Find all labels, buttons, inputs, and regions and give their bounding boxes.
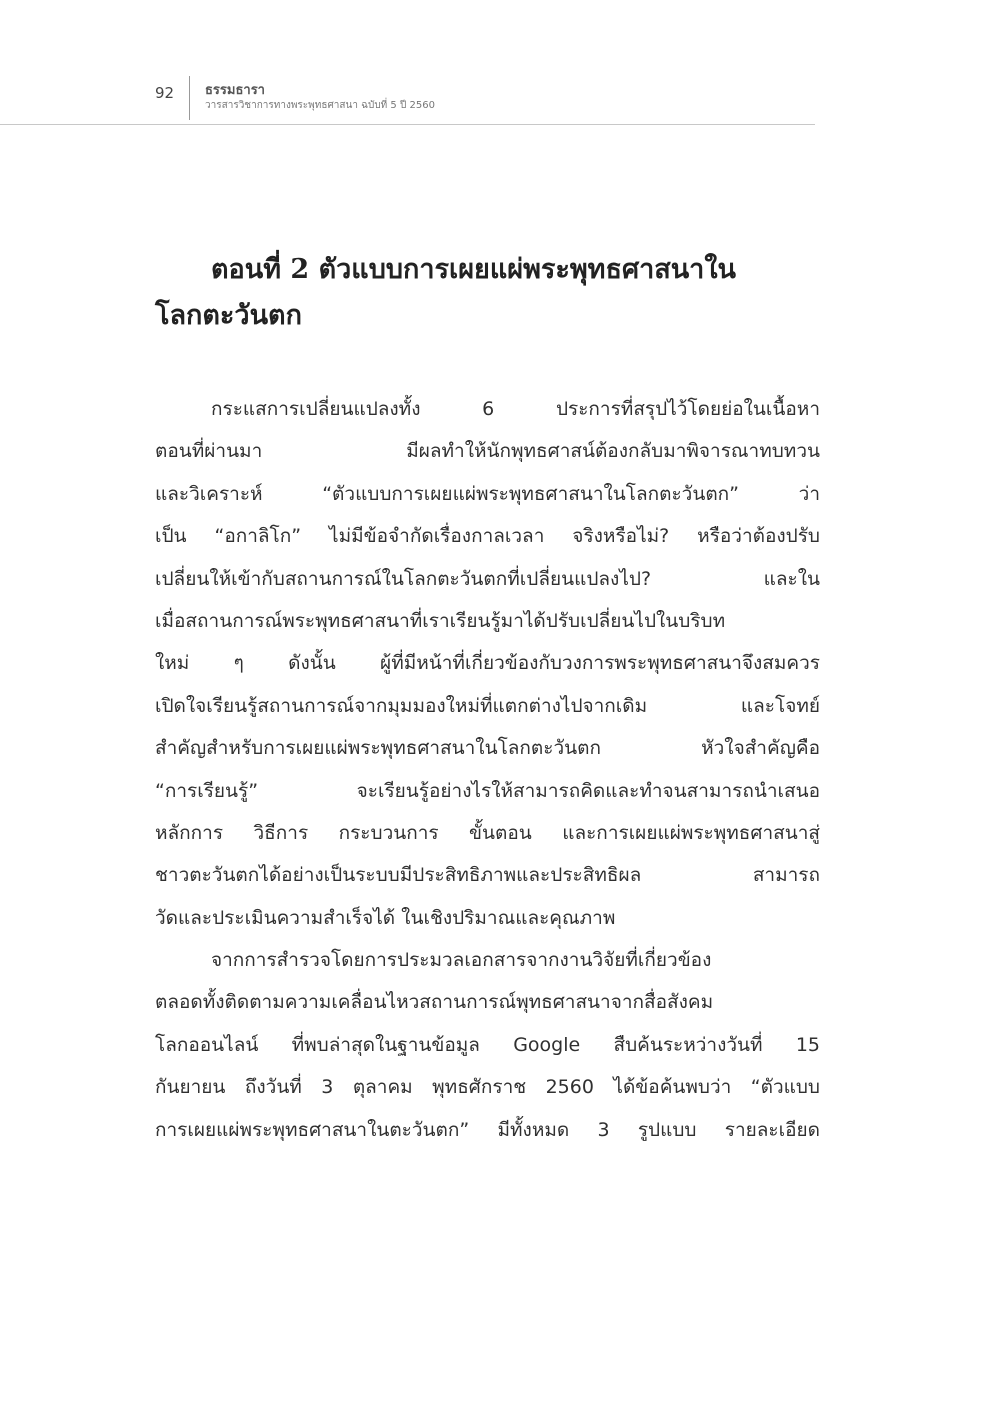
paragraph-line: กันยายน ถึงวันที่ 3 ตุลาคม พุทธศักราช 2560 ได้ข้อค้นพบว่า “ตัวแบบ: [155, 1076, 820, 1099]
paragraph-line: และวิเคราะห์ “ตัวแบบการเผยแผ่พระพุทธศาสนาในโลกตะวันตก” ว่า: [155, 482, 820, 505]
paragraph-line: ตอนที่ผ่านมา มีผลทำให้นักพุทธศาสน์ต้องกลับมาพิจารณาทบทวน: [155, 440, 820, 463]
body-text: [155, 388, 820, 1151]
page-number: 92: [155, 84, 175, 102]
paragraph-line: ใหม่ ๆ ดังนั้น ผู้ที่มีหน้าที่เกี่ยวข้องกับวงการพระพุทธศาสนาจึงสมควร: [155, 652, 820, 675]
paragraph-2: [155, 939, 820, 1151]
section-title: [155, 247, 820, 339]
paragraph-line: ชาวตะวันตกได้อย่างเป็นระบบมีประสิทธิภาพและประสิทธิผล สามารถ: [155, 864, 820, 887]
paragraph-1: [155, 388, 820, 939]
header-divider: [189, 76, 190, 120]
section-title-line2: โลกตะวันตก: [155, 300, 302, 331]
paragraph-line: เปลี่ยนให้เข้ากับสถานการณ์ในโลกตะวันตกที่เปลี่ยนแปลงไป? และใน: [155, 567, 820, 590]
paragraph-line: โลกออนไลน์ ที่พบล่าสุดในฐานข้อมูล Google สืบค้นระหว่างวันที่ 15: [155, 1033, 820, 1056]
journal-name: ธรรมธารา: [205, 83, 265, 98]
paragraph-line: การเผยแผ่พระพุทธศาสนาในตะวันตก” มีทั้งหมด 3 รูปแบบ รายละเอียด: [155, 1118, 820, 1141]
header-rule: [0, 124, 815, 125]
section-title-line1: ตอนที่ 2 ตัวแบบการเผยแผ่พระพุทธศาสนาใน: [211, 254, 736, 285]
paragraph-line: ตลอดทั้งติดตามความเคลื่อนไหวสถานการณ์พุทธศาสนาจากสื่อสังคม: [155, 991, 714, 1014]
paragraph-line: จากการสำรวจโดยการประมวลเอกสารจากงานวิจัยที่เกี่ยวข้อง: [211, 949, 712, 972]
paragraph-line: กระแสการเปลี่ยนแปลงทั้ง 6 ประการที่สรุปไว้โดยย่อในเนื้อหา: [211, 398, 820, 420]
paragraph-line: สำคัญสำหรับการเผยแผ่พระพุทธศาสนาในโลกตะวันตก หัวใจสำคัญคือ: [155, 737, 820, 760]
paragraph-line: เป็น “อกาลิโก” ไม่มีข้อจำกัดเรื่องกาลเวลา จริงหรือไม่? หรือว่าต้องปรับ: [155, 525, 820, 548]
journal-subtitle: วารสารวิชาการทางพระพุทธศาสนา ฉบับที่ 5 ปี 2560: [205, 100, 435, 111]
paragraph-line: เปิดใจเรียนรู้สถานการณ์จากมุมมองใหม่ที่แตกต่างไปจากเดิม และโจทย์: [155, 694, 820, 717]
paragraph-line: “การเรียนรู้” จะเรียนรู้อย่างไรให้สามารถคิดและทำจนสามารถนำเสนอ: [155, 779, 820, 802]
paragraph-line: เมื่อสถานการณ์พระพุทธศาสนาที่เราเรียนรู้มาได้ปรับเปลี่ยนไปในบริบท: [155, 609, 726, 632]
paragraph-line: วัดและประเมินความสำเร็จได้ ในเชิงปริมาณและคุณภาพ: [155, 906, 616, 929]
paragraph-line: หลักการ วิธีการ กระบวนการ ขั้นตอน และการเผยแผ่พระพุทธศาสนาสู่: [155, 821, 820, 844]
